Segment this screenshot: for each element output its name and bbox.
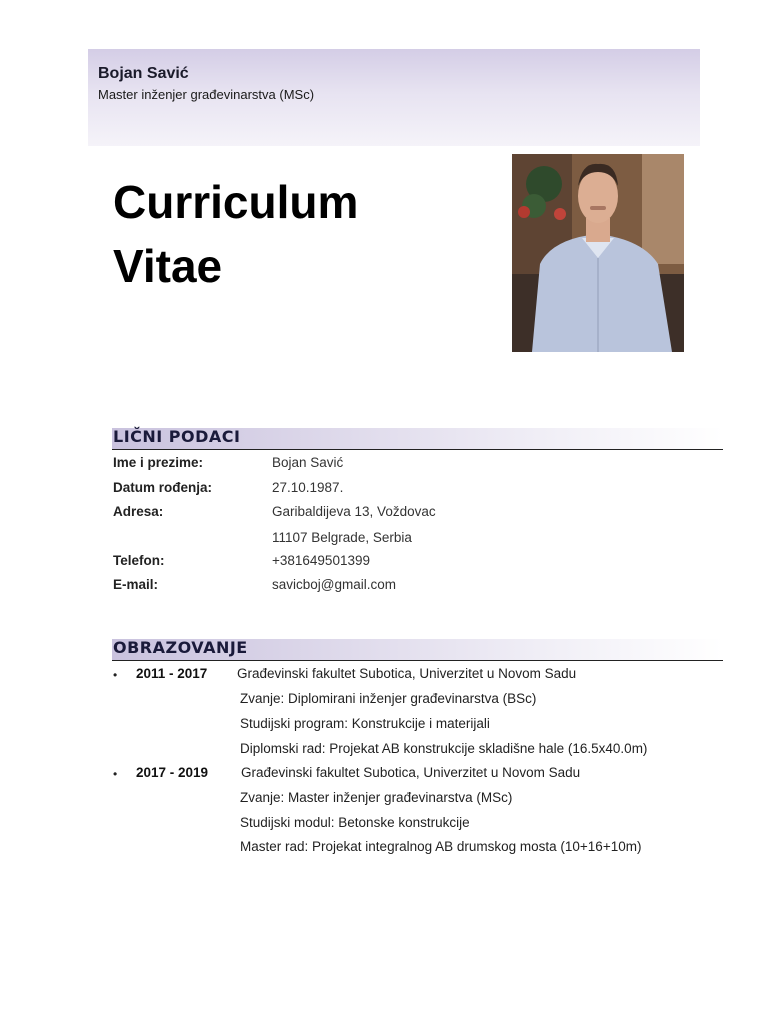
value-email[interactable]: savicboj@gmail.com <box>272 577 396 592</box>
page-title-line2: Vitae <box>113 240 223 292</box>
section-education-title: OBRAZOVANJE <box>113 638 248 657</box>
edu-detail: Studijski modul: Betonske konstrukcije <box>240 815 470 830</box>
edu-detail: Zvanje: Diplomirani inženjer građevinarstva (BSc) <box>240 691 537 706</box>
edu-years: 2017 - 2019 <box>136 765 209 780</box>
value-name: Bojan Savić <box>272 455 344 470</box>
label-phone: Telefon: <box>113 553 165 568</box>
label-address: Adresa: <box>113 504 164 519</box>
label-name: Ime i prezime: <box>113 455 204 470</box>
edu-detail: Zvanje: Master inženjer građevinarstva (MSc) <box>240 790 513 805</box>
section-personal-heading <box>112 428 723 450</box>
value-address-line1: Garibaldijeva 13, Voždovac <box>272 504 436 519</box>
label-birthdate: Datum rođenja: <box>113 480 213 495</box>
page-title-line1: Curriculum <box>113 176 359 228</box>
edu-years: 2011 - 2017 <box>136 666 208 681</box>
section-personal-title: LIČNI PODACI <box>113 427 241 446</box>
value-birthdate: 27.10.1987. <box>272 480 344 495</box>
header-band <box>88 49 700 146</box>
bullet-icon: • <box>113 668 118 682</box>
edu-detail: Diplomski rad: Projekat AB konstrukcije skladišne hale (16.5x40.0m) <box>240 741 648 756</box>
edu-detail: Studijski program: Konstrukcije i materijali <box>240 716 490 731</box>
edu-institution: Građevinski fakultet Subotica, Univerzitet u Novom Sadu <box>237 666 577 681</box>
value-address-line2: 11107 Belgrade, Serbia <box>272 530 412 545</box>
page-title <box>113 170 358 298</box>
header-title: Master inženjer građevinarstva (MSc) <box>98 87 315 102</box>
edu-detail: Master rad: Projekat integralnog AB drumskog mosta (10+16+10m) <box>240 839 642 854</box>
edu-institution: Građevinski fakultet Subotica, Univerzitet u Novom Sadu <box>241 765 581 780</box>
bullet-icon: • <box>113 767 118 781</box>
value-phone: +381649501399 <box>272 553 370 568</box>
header-name: Bojan Savić <box>98 65 189 82</box>
profile-photo <box>512 154 684 352</box>
label-email: E-mail: <box>113 577 159 592</box>
section-education-heading <box>112 639 723 661</box>
